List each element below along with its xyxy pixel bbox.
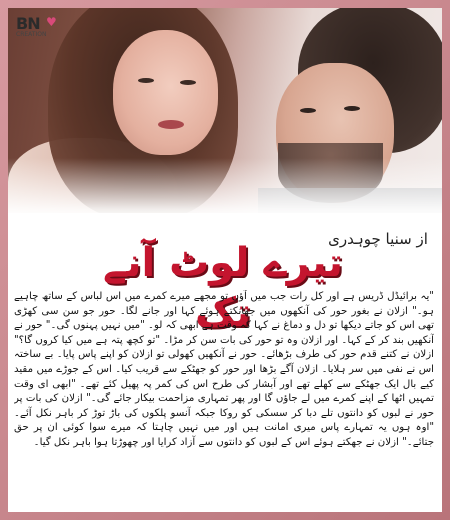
author-name: از سنیا چوہدری [328,230,428,248]
heart-icon: ♥ [46,15,57,29]
story-excerpt: "یہ برائیڈل ڈریس ہے اور کل رات جب میں آؤں تو مجھے میرے کمرے میں اس لباس کے ساتھ چاہیے ہو۔" ازلان نے بغور حور کی آنکھوں میں جھانکتے ہوئے کہا اور جانے لگا۔ حور جو سن سی کھڑی تھی اس کو جاتے دیکھا تو دل و دماغ نے کہا کہ وقت ہے ابھی کہ لو۔ "میں نہیں پہنوں گی۔" حور نے آنکھیں بند کر کے کہا۔ اور ازلان وہ تو حور کی بات سن کر مڑا۔ "تو کچھ پتہ ہے میں کیا کروں گا؟" ازلان نے کتنے قدم حور کی طرف بڑھائے۔ حور نے آنکھیں کھولی تو ازلان کو اپنے پاس پایا۔ بے ساختہ اس نے نفی میں سر ہلایا۔ ازلان آگے بڑھا اور حور کو جھٹکے سے قریب کیا۔ اس کے جوڑے میں مقید کیے بال ایک جھٹکے سے کھلے تھے اور آبشار کی طرح اس کی کمر پہ پھیل کئے تھے۔ "ابھی ای وقت تمہیں اٹھا کے اپنے کمرے میں لے جاؤں گا اور پھر تمہاری مزاحمت بیکار جائے گی۔" ازلان کی بات پر حور نے لبوں کو دانتوں تلے دبا کر سسکی کو روکا جبکہ آنسو پلکوں کی باڑ توڑ کر باہر نکل آئے۔ "اوہ ہوں یہ تمہارے پاس میری امانت ہیں اور میں نہیں چاہتا کہ میرے سوا کوئی ان پر حق جتائے۔" ازلان نے جھکتے ہوئے اس کے لبوں کو دانتوں سے آزاد کرایا اور چھوڑتا ہوا باہر نکل گیا۔ [14,291,434,448]
story-title: تیرے لوٹ آنے تک [103,240,343,336]
cover-page [8,8,442,512]
cover-photo [8,8,442,213]
logo-subtext: CREATION [16,31,47,38]
brand-logo [16,14,60,46]
logo-text: BN [16,14,40,33]
